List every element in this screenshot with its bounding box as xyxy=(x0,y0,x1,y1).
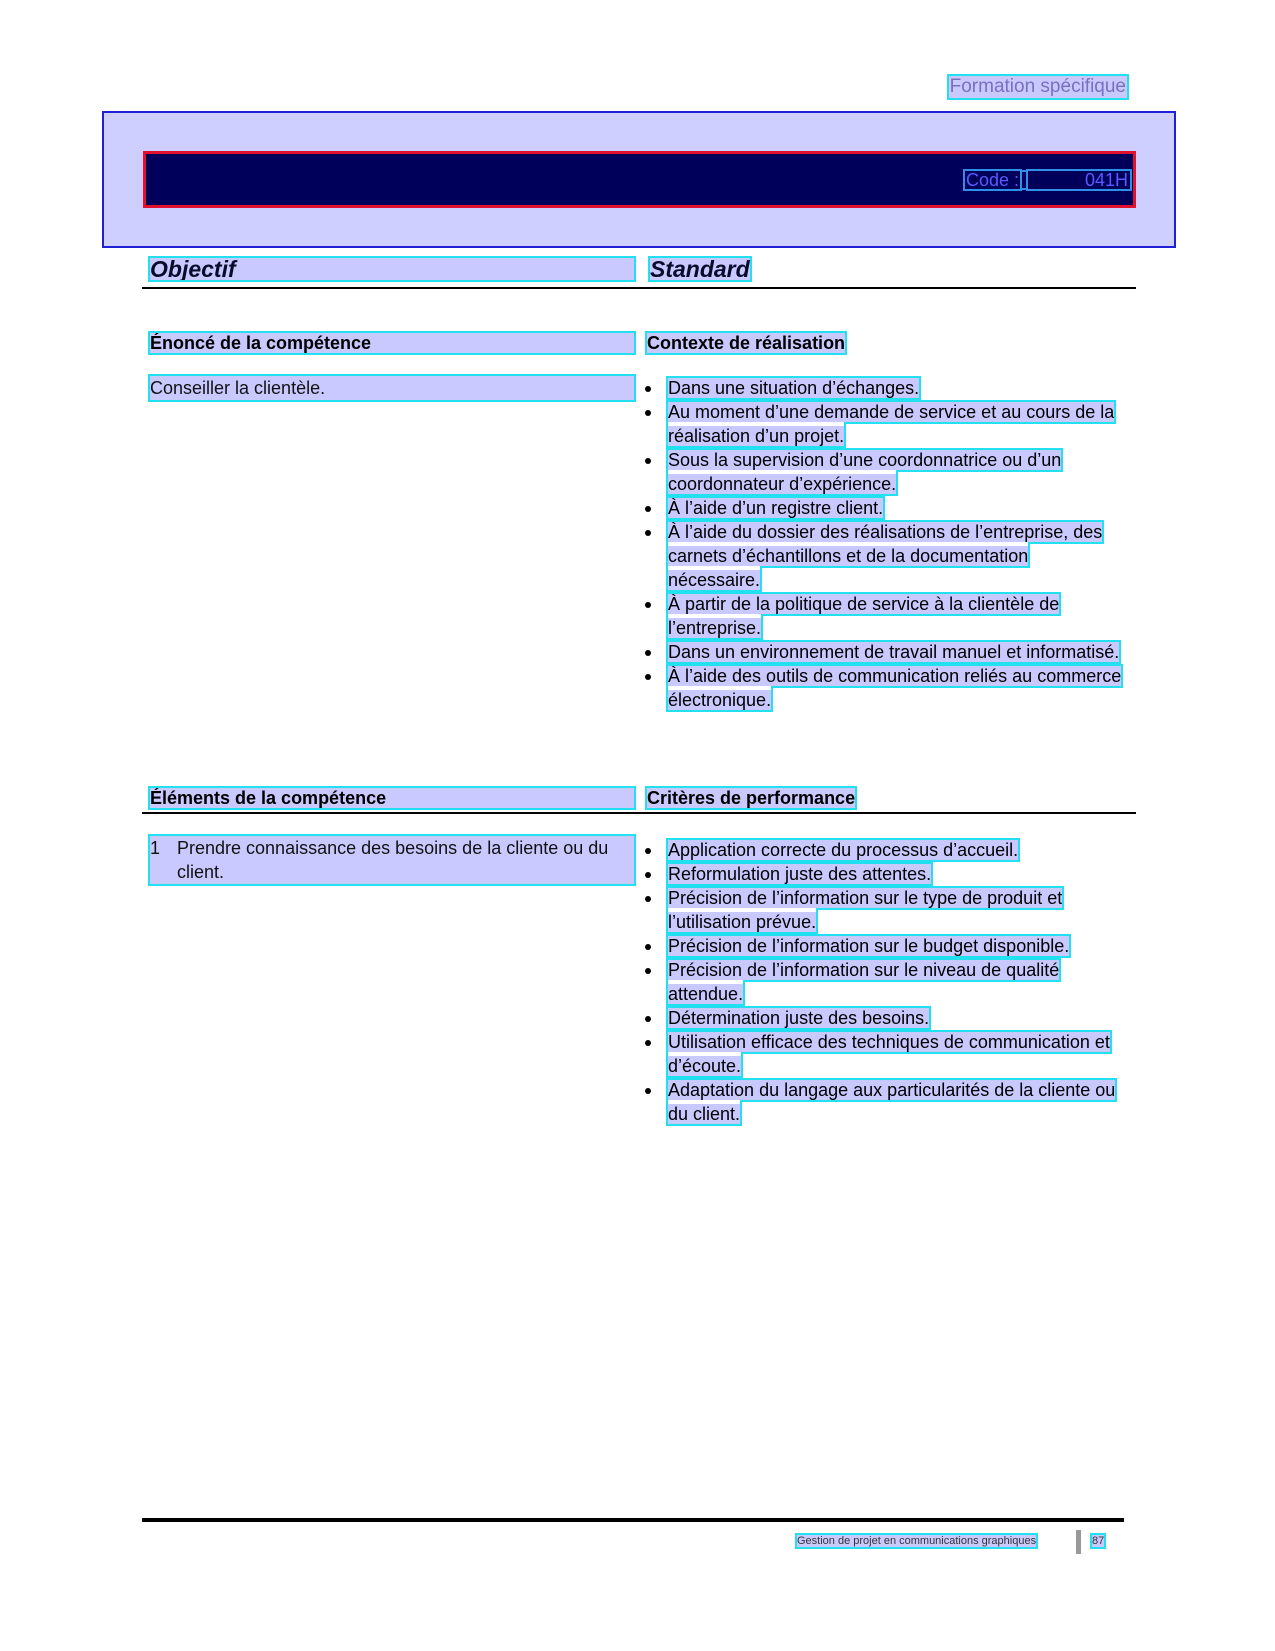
list-item: Détermination juste des besoins. xyxy=(643,1006,1123,1030)
title-band xyxy=(102,111,1176,248)
list-item: Précision de l’information sur le niveau de qualité attendue. xyxy=(643,958,1123,1006)
footer-separator xyxy=(1076,1530,1081,1554)
context-list xyxy=(643,376,1123,712)
bullet-icon xyxy=(645,1040,651,1046)
list-item: Utilisation efficace des techniques de communication et d’écoute. xyxy=(643,1030,1123,1078)
code-separator xyxy=(1022,172,1026,188)
page-number: 87 xyxy=(1092,1535,1105,1547)
element-item xyxy=(150,836,634,884)
bullet-icon xyxy=(645,1016,651,1022)
bullet-icon xyxy=(645,944,651,950)
bullet-icon xyxy=(645,674,651,680)
list-item: À partir de la politique de service à la clientèle de l’entreprise. xyxy=(643,592,1123,640)
bullet-icon xyxy=(645,602,651,608)
list-item: Dans un environnement de travail manuel et informatisé. xyxy=(643,640,1123,664)
code-label: Code : xyxy=(965,170,1019,190)
list-item: Précision de l’information sur le type de produit et l’utilisation prévue. xyxy=(643,886,1123,934)
bullet-icon xyxy=(645,968,651,974)
bullet-icon xyxy=(645,530,651,536)
bullet-icon xyxy=(645,896,651,902)
list-item: Adaptation du langage aux particularités de la cliente ou du client. xyxy=(643,1078,1123,1126)
objectif-title: Objectif xyxy=(150,258,634,280)
bullet-icon xyxy=(645,506,651,512)
list-item: Précision de l’information sur le budget disponible. xyxy=(643,934,1123,958)
bullet-icon xyxy=(645,410,651,416)
list-item: Reformulation juste des attentes. xyxy=(643,862,1123,886)
title-band-inner xyxy=(143,151,1136,208)
elements-rule xyxy=(142,812,1136,814)
criteria-list xyxy=(643,838,1123,1126)
bullet-icon xyxy=(645,872,651,878)
footer-rule xyxy=(142,1518,1124,1522)
code-box xyxy=(965,171,1130,189)
section-label: Formation spécifique xyxy=(949,76,1126,97)
code-value: 041H xyxy=(1028,171,1130,189)
list-item: Au moment d’une demande de service et au cours de la réalisation d’un projet. xyxy=(643,400,1123,448)
footer-title: Gestion de projet en communications graphiques xyxy=(797,1535,1037,1547)
criteres-heading: Critères de performance xyxy=(647,788,856,808)
elements-heading: Éléments de la compétence xyxy=(150,788,634,808)
bullet-icon xyxy=(645,386,651,392)
element-text: Prendre connaissance des besoins de la cliente ou du client. xyxy=(177,838,609,882)
element-number: 1 xyxy=(150,838,161,858)
standard-title: Standard xyxy=(650,256,750,282)
list-item: Application correcte du processus d’accueil. xyxy=(643,838,1123,862)
enonce-heading: Énoncé de la compétence xyxy=(150,333,634,353)
competence-statement: Conseiller la clientèle. xyxy=(150,376,634,400)
bullet-icon xyxy=(645,848,651,854)
list-item: À l’aide du dossier des réalisations de l’entreprise, des carnets d’échantillons et de la documentation nécessaire. xyxy=(643,520,1123,592)
list-item: À l’aide des outils de communication reliés au commerce électronique. xyxy=(643,664,1123,712)
title-rule xyxy=(142,287,1136,289)
bullet-icon xyxy=(645,650,651,656)
list-item: À l’aide d’un registre client. xyxy=(643,496,1123,520)
list-item: Dans une situation d’échanges. xyxy=(643,376,1123,400)
list-item: Sous la supervision d’une coordonnatrice ou d’un coordonnateur d’expérience. xyxy=(643,448,1123,496)
contexte-heading: Contexte de réalisation xyxy=(647,333,846,353)
bullet-icon xyxy=(645,458,651,464)
bullet-icon xyxy=(645,1088,651,1094)
